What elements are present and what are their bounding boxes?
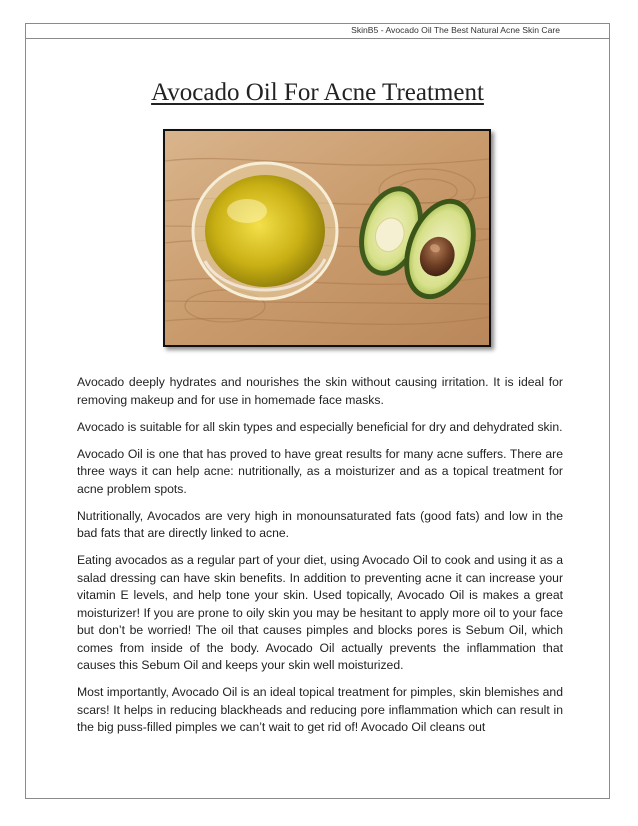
paragraph: Avocado is suitable for all skin types and especially beneficial for dry and dehydrated skin.	[77, 419, 563, 434]
paragraph: Most importantly, Avocado Oil is an ideal topical treatment for pimples, skin blemishes and scars! It helps in reducing blackheads and reducing pore inflammation which can result in the big puss-filled pimples we can’t wait to get rid of! Avocado Oil cleans out	[77, 685, 563, 734]
running-header-text: SkinB5 - Avocado Oil The Best Natural Acne Skin Care	[351, 25, 560, 35]
paragraph: Eating avocados as a regular part of your diet, using Avocado Oil to cook and using it as a salad dressing can have skin benefits. In addition to preventing acne it can increase your vitamin E levels, and help tone your skin. Used topically, Avocado Oil is makes a great moisturizer! If you are prone to oily skin you may be hesitant to apply more oil to your face but don’t be worried! The oil that causes pimples and blocks pores is Sebum Oil, which comes from inside of the body. Avocado Oil actually prevents the inflammation that causes this Sebum Oil and keeps your skin well moisturized.	[77, 553, 563, 672]
paragraph: Avocado Oil is one that has proved to have great results for many acne suffers. There are three ways it can help acne: nutritionally, as a moisturizer and as a topical treatment for acne problem spots.	[77, 446, 563, 496]
document-page	[25, 23, 610, 799]
page-title: Avocado Oil For Acne Treatment	[151, 79, 484, 106]
running-header	[26, 24, 609, 39]
article-body	[77, 374, 563, 746]
avocado-oil-photo	[163, 129, 491, 347]
paragraph: Nutritionally, Avocados are very high in monounsaturated fats (good fats) and low in the bad fats that are directly linked to acne.	[77, 508, 563, 540]
paragraph: Avocado deeply hydrates and nourishes the skin without causing irritation. It is ideal for removing makeup and for use in homemade face masks.	[77, 375, 563, 407]
